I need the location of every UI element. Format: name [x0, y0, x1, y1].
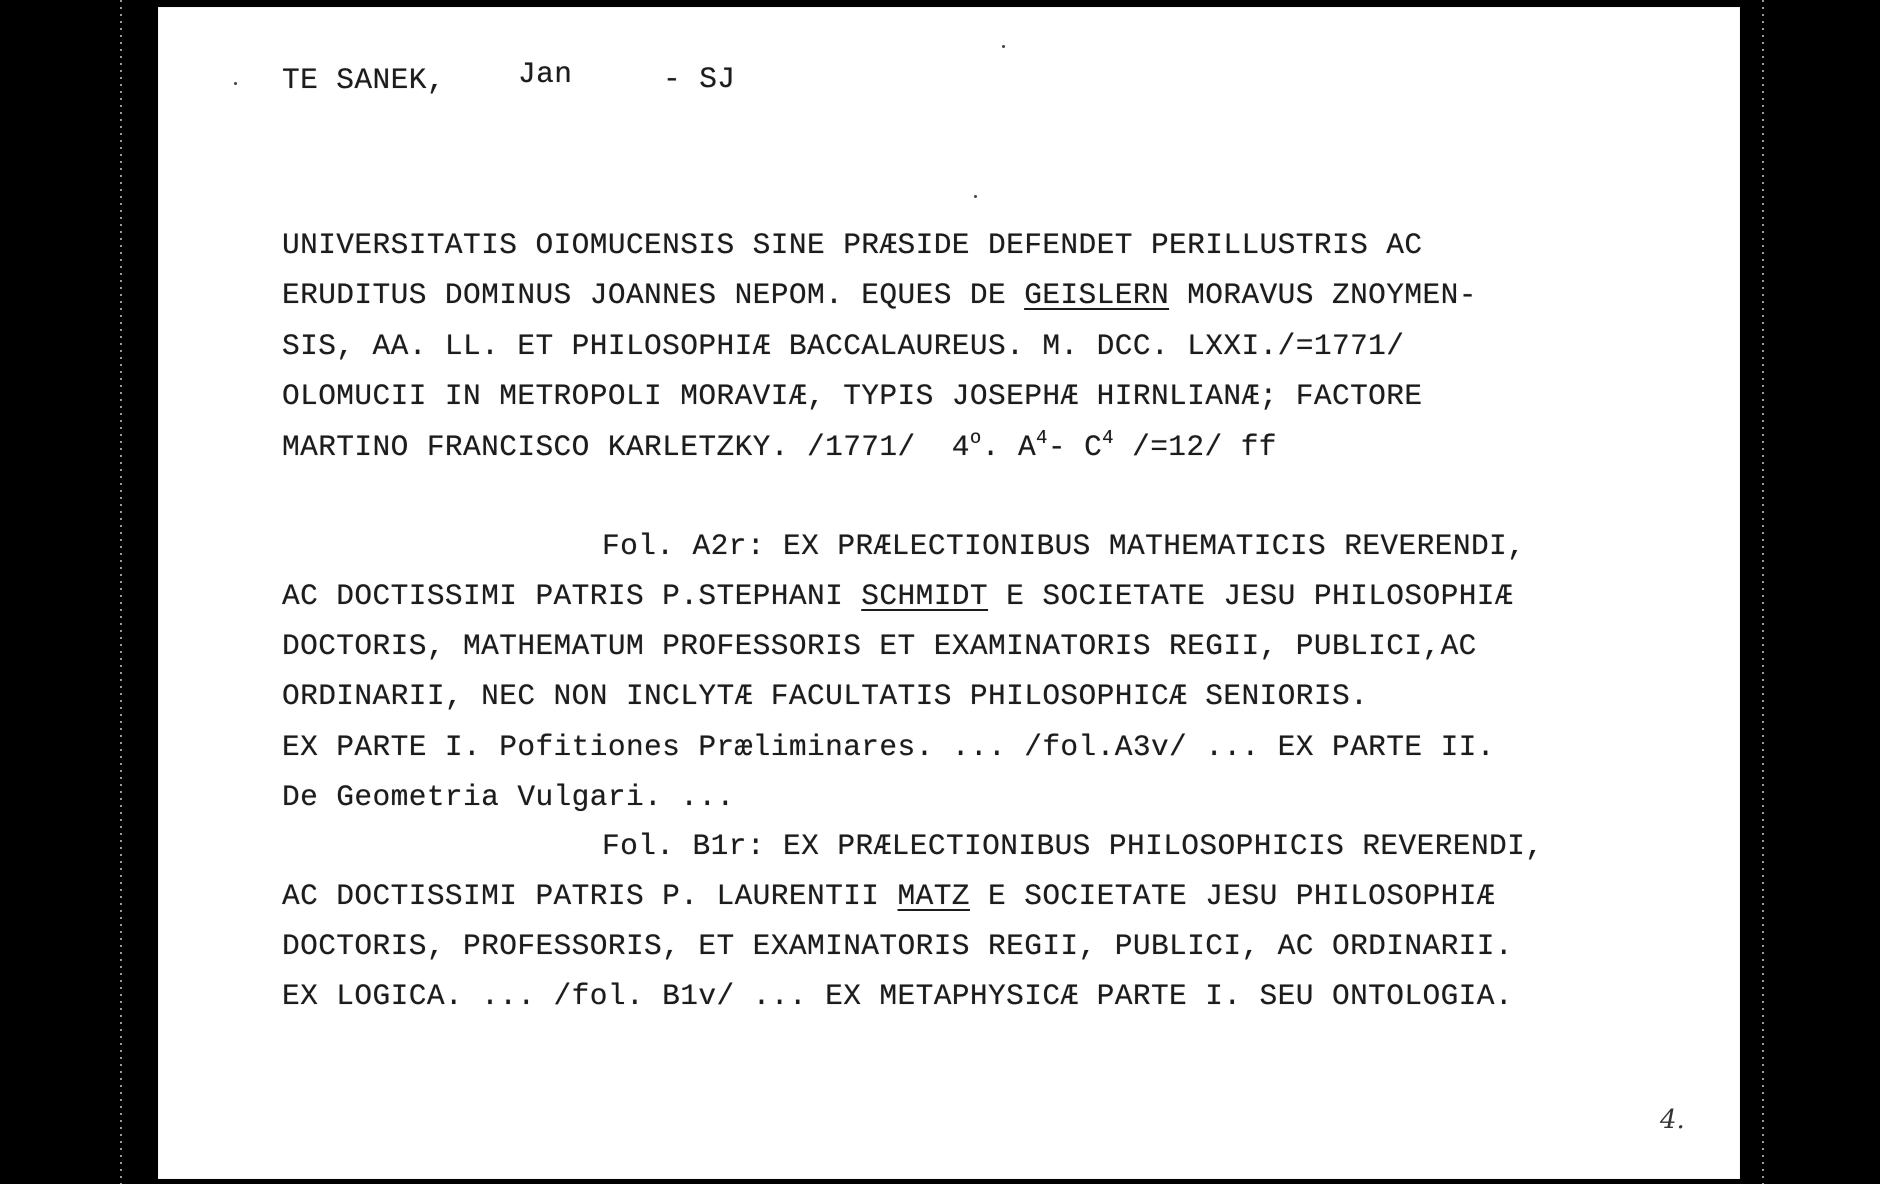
section1-line-1: Fol. A2r: EX PRÆLECTIONIBUS MATHEMATICIS REVERENDI,	[602, 529, 1526, 563]
section1-line-5: EX PARTE I. Pofitiones Præliminares. ... /fol.A3v/ ... EX PARTE II.	[282, 730, 1495, 764]
scan-speck	[1002, 45, 1005, 48]
underlined-name: GEISLERN	[1024, 278, 1170, 312]
section1-line-4: ORDINARII, NEC NON INCLYTÆ FACULTATIS PHILOSOPHICÆ SENIORIS.	[282, 679, 1369, 713]
section2-line-4: EX LOGICA. ... /fol. B1v/ ... EX METAPHYSICÆ PARTE I. SEU ONTOLOGIA.	[282, 979, 1513, 1013]
underlined-name: SCHMIDT	[861, 579, 989, 613]
section1-line-3: DOCTORIS, MATHEMATUM PROFESSORIS ET EXAMINATORIS REGII, PUBLICI,AC	[282, 629, 1477, 663]
author-given-name: Jan	[518, 57, 573, 91]
scan-edge-right	[1762, 0, 1764, 1184]
title-line-1: UNIVERSITATIS OIOMUCENSIS SINE PRÆSIDE DEFENDET PERILLUSTRIS AC	[282, 228, 1423, 262]
title-line-3: SIS, AA. LL. ET PHILOSOPHIÆ BACCALAUREUS. M. DCC. LXXI./=1771/	[282, 329, 1405, 363]
section1-line-6: De Geometria Vulgari. ...	[282, 780, 735, 814]
title-line-2: ERUDITUS DOMINUS JOANNES NEPOM. EQUES DE GEISLERN MORAVUS ZNOYMEN-	[282, 278, 1477, 312]
scan-edge-left	[120, 0, 122, 1184]
scan-speck	[234, 82, 237, 85]
title-line-4: OLOMUCII IN METROPOLI MORAVIÆ, TYPIS JOSEPHÆ HIRNLIANÆ; FACTORE	[282, 379, 1423, 413]
section2-line-3: DOCTORIS, PROFESSORIS, ET EXAMINATORIS REGII, PUBLICI, AC ORDINARII.	[282, 929, 1513, 963]
underlined-name: MATZ	[897, 879, 970, 913]
author-surname: TE SANEK,	[282, 63, 445, 97]
religious-order: - SJ	[663, 62, 736, 96]
section1-line-2: AC DOCTISSIMI PATRIS P.STEPHANI SCHMIDT E SOCIETATE JESU PHILOSOPHIÆ	[282, 579, 1514, 613]
scan-speck	[974, 195, 977, 198]
section2-line-1: Fol. B1r: EX PRÆLECTIONIBUS PHILOSOPHICIS REVERENDI,	[602, 829, 1544, 863]
catalog-card	[158, 7, 1740, 1179]
title-line-5: MARTINO FRANCISCO KARLETZKY. /1771/ 4$^o$. $A^4-$ $C^4$ /=12/ ff	[282, 427, 1277, 464]
page-number-mark: 4.	[1660, 1105, 1685, 1135]
section2-line-2: AC DOCTISSIMI PATRIS P. LAURENTII MATZ E SOCIETATE JESU PHILOSOPHIÆ	[282, 879, 1495, 913]
